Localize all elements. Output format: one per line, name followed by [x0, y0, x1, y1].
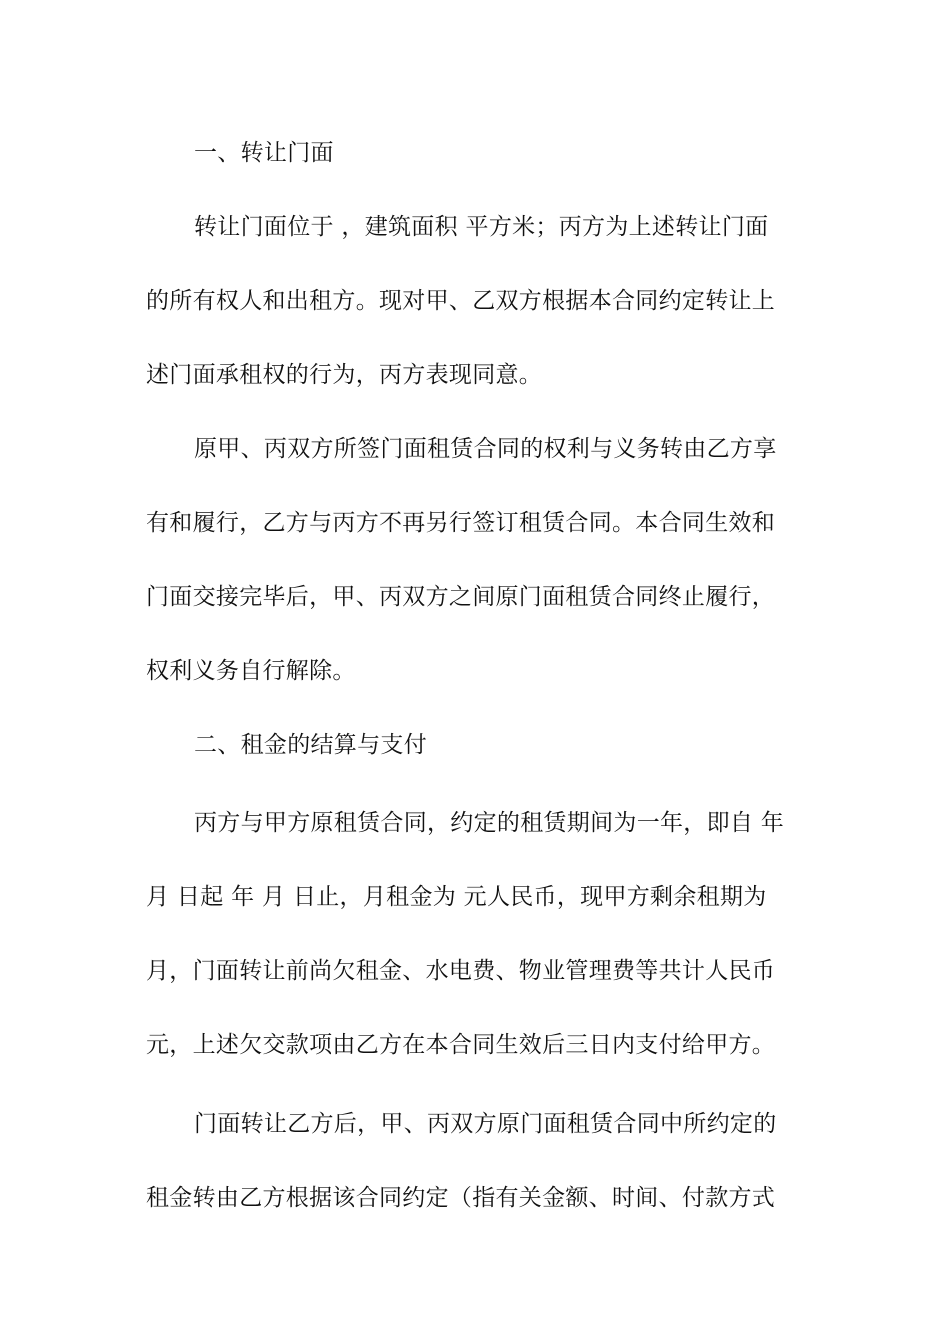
paragraph-line: 月 日起 年 月 日止，月租金为 元人民币，现甲方剩余租期为: [146, 884, 767, 910]
paragraph-line: 有和履行，乙方与丙方不再另行签订租赁合同。本合同生效和: [146, 510, 776, 536]
paragraph-line: 租金转由乙方根据该合同约定（指有关金额、时间、付款方式: [146, 1185, 776, 1211]
paragraph-line: 转让门面位于 ，建筑面积 平方米；丙方为上述转让门面: [194, 214, 769, 240]
paragraph-line: 门面交接完毕后，甲、丙双方之间原门面租赁合同终止履行，: [146, 584, 776, 610]
paragraph-line: 权利义务自行解除。: [146, 658, 356, 684]
section-heading-2: 二、租金的结算与支付: [194, 732, 427, 758]
paragraph-line: 元，上述欠交款项由乙方在本合同生效后三日内支付给甲方。: [146, 1032, 776, 1058]
paragraph-line: 门面转让乙方后，甲、丙双方原门面租赁合同中所约定的: [194, 1111, 777, 1137]
paragraph-line: 原甲、丙双方所签门面租赁合同的权利与义务转由乙方享: [194, 436, 777, 462]
paragraph-line: 月，门面转让前尚欠租金、水电费、物业管理费等共计人民币: [146, 958, 776, 984]
paragraph-line: 的所有权人和出租方。现对甲、乙双方根据本合同约定转让上: [146, 288, 776, 314]
section-heading-1: 一、转让门面: [194, 140, 334, 166]
paragraph-line: 述门面承租权的行为，丙方表现同意。: [146, 362, 543, 388]
paragraph-line: 丙方与甲方原租赁合同，约定的租赁期间为一年，即自 年: [194, 810, 785, 836]
